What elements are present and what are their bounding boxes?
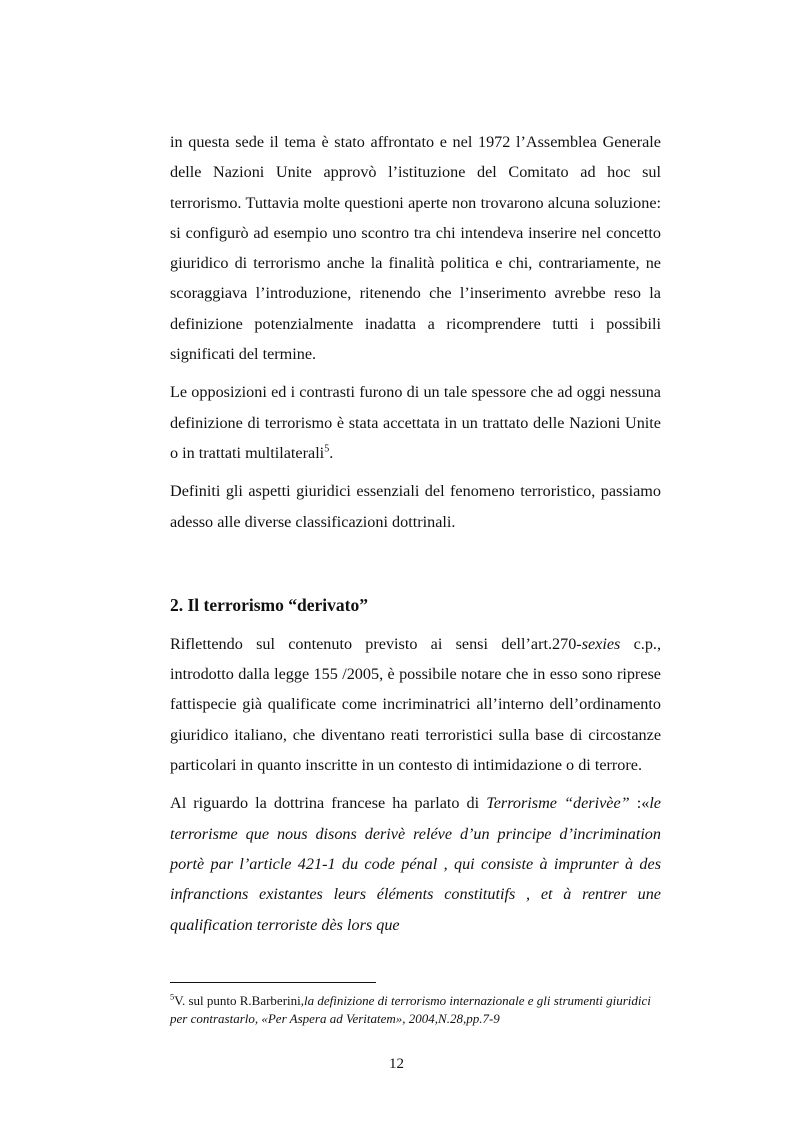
paragraph-4-text-a: Riflettendo sul contenuto previsto ai sensi dell’art.270- <box>170 634 582 653</box>
footnote-citation: la definizione di terrorismo internazionale e gli strumenti giuridici per contrastarlo, «Per Aspera ad Veritatem», 2004,N.28,pp.7-9 <box>170 993 651 1026</box>
paragraph-4-text-b: c.p., introdotto dalla legge 155 /2005, è possibile notare che in esso sono riprese fattispecie già qualificate come incriminatrici all’interno dell’ordinamento giuridico italiano, che diventano reati terroristici sulla base di circostanze particolari in quanto inscritte in un contesto di intimidazione o di terrore. <box>170 634 662 775</box>
paragraph-3: Definiti gli aspetti giuridici essenziali del fenomeno terroristico, passiamo adesso alle diverse classificazioni dottrinali. <box>170 482 661 531</box>
paragraph-2-end: . <box>329 443 334 462</box>
paragraph-4-italic: sexies <box>581 634 621 653</box>
footnote-5 <box>170 992 661 1028</box>
page-number: 12 <box>389 1056 404 1072</box>
footnote-separator <box>170 982 376 983</box>
paragraph-2 <box>170 377 661 468</box>
footnote-ref-5[interactable]: 5 <box>324 443 330 455</box>
paragraph-5-quote: le terrorisme que nous disons derivè reléve d’un principe d’incrimination portè par l’article 421-1 du code pénal , qui consiste à imprunter à des infranctions existantes leurs éléments constitutifs , et à rentrer une qualification terroriste dès lors que <box>170 794 661 934</box>
footnote-text: V. sul punto R.Barberini, <box>174 993 305 1008</box>
paragraph-5-term: Terrorisme “derivèe” <box>486 794 630 813</box>
paragraph-2-text: Le opposizioni ed i contrasti furono di un tale spessore che ad oggi nessuna definizione di terrorismo è stata accettata in un trattato delle Nazioni Unite o in trattati multilaterali <box>170 383 661 462</box>
paragraph-5 <box>170 788 661 939</box>
section-heading: 2. Il terrorismo “derivato” <box>170 594 368 615</box>
paragraph-5-text: Al riguardo la dottrina francese ha parlato di <box>170 794 487 813</box>
footnote-number: 5 <box>170 991 175 1002</box>
paragraph-1: in questa sede il tema è stato affrontato e nel 1972 l’Assemblea Generale delle Nazioni Unite approvò l’istituzione del Comitato ad hoc sul terrorismo. Tuttavia molte questioni aperte non trovarono alcuna soluzione: si configurò ad esempio uno scontro tra chi intendeva inserire nel concetto giuridico di terrorismo anche la finalità politica e chi, contrariamente, ne scoraggiava l’introduzione, ritenendo che l’inserimento avrebbe reso la definizione potenzialmente inadatta a ricomprendere tutti i possibili significati del termine. <box>170 133 661 364</box>
paragraph-4 <box>170 629 661 780</box>
main-text <box>170 127 661 940</box>
paragraph-5-open-quote: :« <box>629 794 650 813</box>
